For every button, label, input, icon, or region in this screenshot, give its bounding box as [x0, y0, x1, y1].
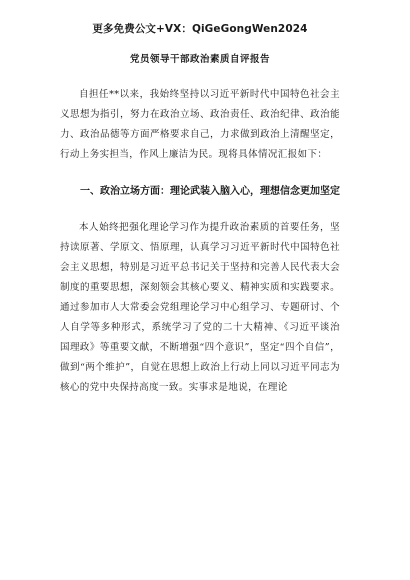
section-heading: 一、政治立场方面：理论武装入脑入心，理想信念更加坚定 [80, 186, 340, 197]
intro-paragraph: 自担任**以来，我始终坚持以习近平新时代中国特色社会主义思想为指引，努力在政治立场、政治责任、政治纪律、政治能力、政治品德等方面严格要求自己，力求做到政治上清醒坚定，行动上务实担当，作风上廉洁为民。现将具体情况汇报如下： [60, 89, 340, 160]
document-title: 党员领导干部政治素质自评报告 [129, 54, 270, 65]
section-paragraph: 本人始终把强化理论学习作为提升政治素质的首要任务，坚持读原著、学原文、悟原理，认真学习习近平新时代中国特色社会主义思想，特别是习近平总书记关于坚持和完善人民代表大会制度的重要思想，深刻领会其核心要义、精神实质和实践要求。通过参加市人大常委会党组理论学习中心组学习、专题研讨、个人自学等多种形式，系统学习了党的二十大精神、《习近平谈治国理政》等重要文献，不断增强“四个意识”，坚定“四个自信”，做到“两个维护”，自觉在思想上政治上行动上同以习近平同志为核心的党中央保持高度一致。实事求是地说，在理论 [60, 222, 340, 393]
promo-banner: 更多免费公文+VX：QiGeGongWen2024 [92, 23, 308, 35]
